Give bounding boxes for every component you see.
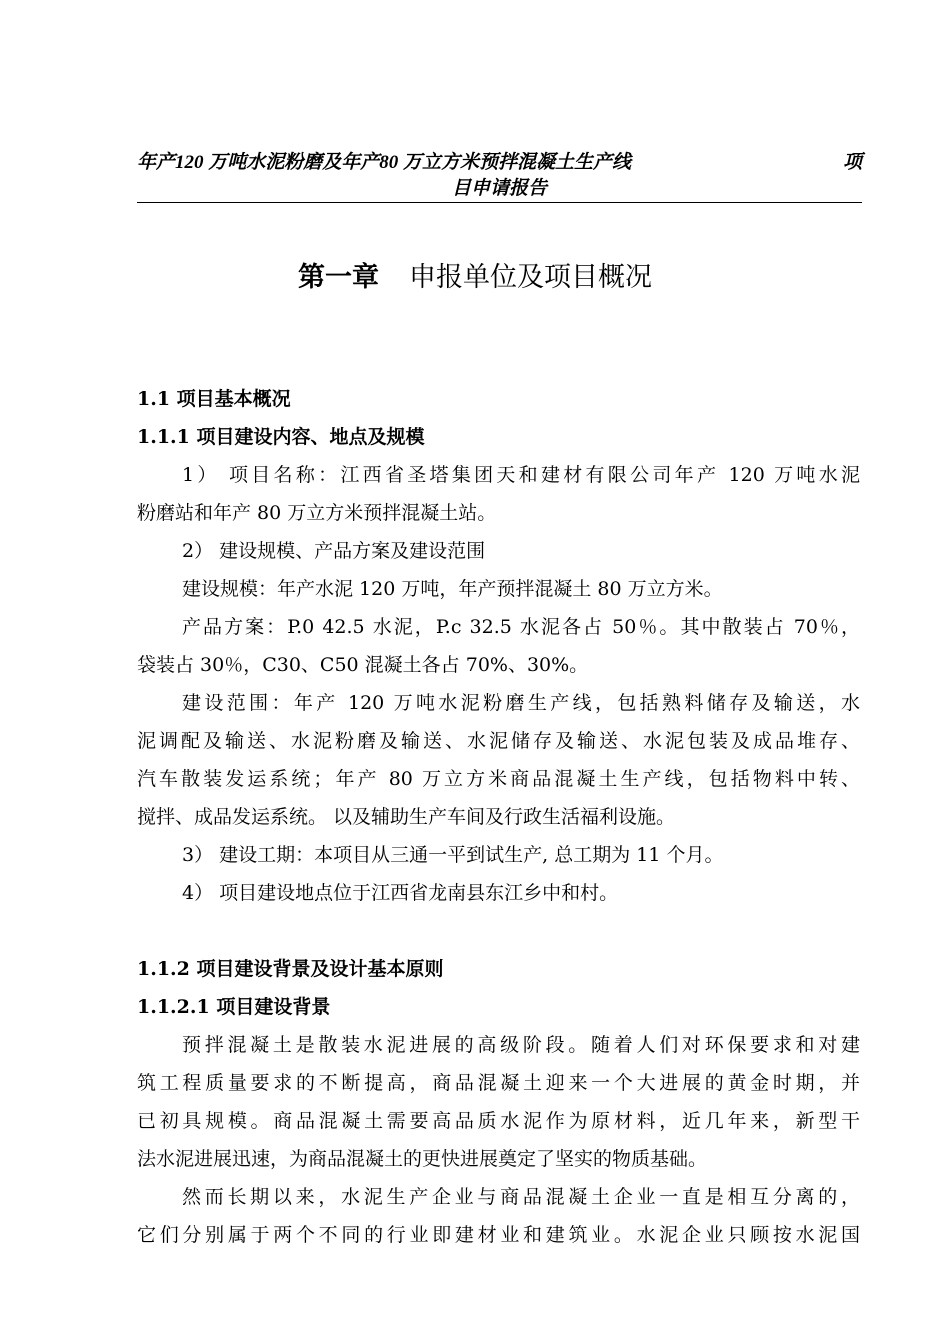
running-header	[137, 150, 862, 202]
paragraph-line: 袋装占 30％，C30、C50 混凝土各占 70%、30%。	[137, 654, 589, 676]
chapter-number: 第一章	[298, 262, 379, 293]
paragraph-line: 建设规模：年产水泥 120 万吨，年产预拌混凝土 80 万立方米。	[182, 578, 723, 600]
chapter-name: 申报单位及项目概况	[409, 262, 652, 293]
paragraph-line: 搅拌、成品发运系统。 以及辅助生产车间及行政生活福利设施。	[137, 806, 676, 828]
paragraph-line: 泥调配及输送、水泥粉磨及输送、水泥储存及输送、水泥包装及成品堆存、	[137, 730, 860, 752]
section-heading-1-1-2-1: 1.1.2.1 项目建设背景	[137, 996, 331, 1018]
header-title-line1: 年产120 万吨水泥粉磨及年产80 万立方米预拌混凝土生产线	[137, 152, 632, 173]
section-heading-1-1: 1.1 项目基本概况	[137, 388, 291, 410]
paragraph-line: 然而长期以来，水泥生产企业与商品混凝土企业一直是相互分离的，	[182, 1186, 860, 1208]
paragraph-line: 1） 项目名称：江西省圣塔集团天和建材有限公司年产 120 万吨水泥	[182, 464, 860, 486]
paragraph-line: 已初具规模。商品混凝土需要高品质水泥作为原材料，近几年来，新型干	[137, 1110, 860, 1132]
paragraph-line: 法水泥进展迅速，为商品混凝土的更快进展奠定了坚实的物质基础。	[137, 1148, 708, 1170]
section-heading-1-1-2: 1.1.2 项目建设背景及设计基本原则	[137, 958, 444, 980]
paragraph-line: 它们分别属于两个不同的行业即建材业和建筑业。水泥企业只顾按水泥国	[137, 1224, 860, 1246]
header-title-line2: 目申请报告	[451, 178, 547, 199]
paragraph-line: 预拌混凝土是散装水泥进展的高级阶段。随着人们对环保要求和对建	[182, 1034, 860, 1056]
section-heading-1-1-1: 1.1.1 项目建设内容、地点及规模	[137, 426, 425, 448]
paragraph-line: 4） 项目建设地点位于江西省龙南县东江乡中和村。	[182, 882, 619, 904]
paragraph-line: 产品方案：P.0 42.5 水泥，P.c 32.5 水泥各占 50％。其中散装占 70％，	[182, 616, 860, 638]
chapter-title	[0, 258, 950, 298]
header-title-line1-end: 项	[842, 152, 862, 173]
paragraph-line: 2） 建设规模、产品方案及建设范围	[182, 540, 486, 562]
paragraph-line: 汽车散装发运系统；年产 80 万立方米商品混凝土生产线，包括物料中转、	[137, 768, 860, 790]
header-rule	[137, 202, 862, 203]
paragraph-line: 粉磨站和年产 80 万立方米预拌混凝土站。	[137, 502, 497, 524]
paragraph-line: 建设范围：年产 120 万吨水泥粉磨生产线，包括熟料储存及输送，水	[182, 692, 860, 714]
paragraph-line: 3） 建设工期：本项目从三通一平到试生产, 总工期为 11 个月。	[182, 844, 724, 866]
paragraph-line: 筑工程质量要求的不断提高，商品混凝土迎来一个大进展的黄金时期，并	[137, 1072, 860, 1094]
